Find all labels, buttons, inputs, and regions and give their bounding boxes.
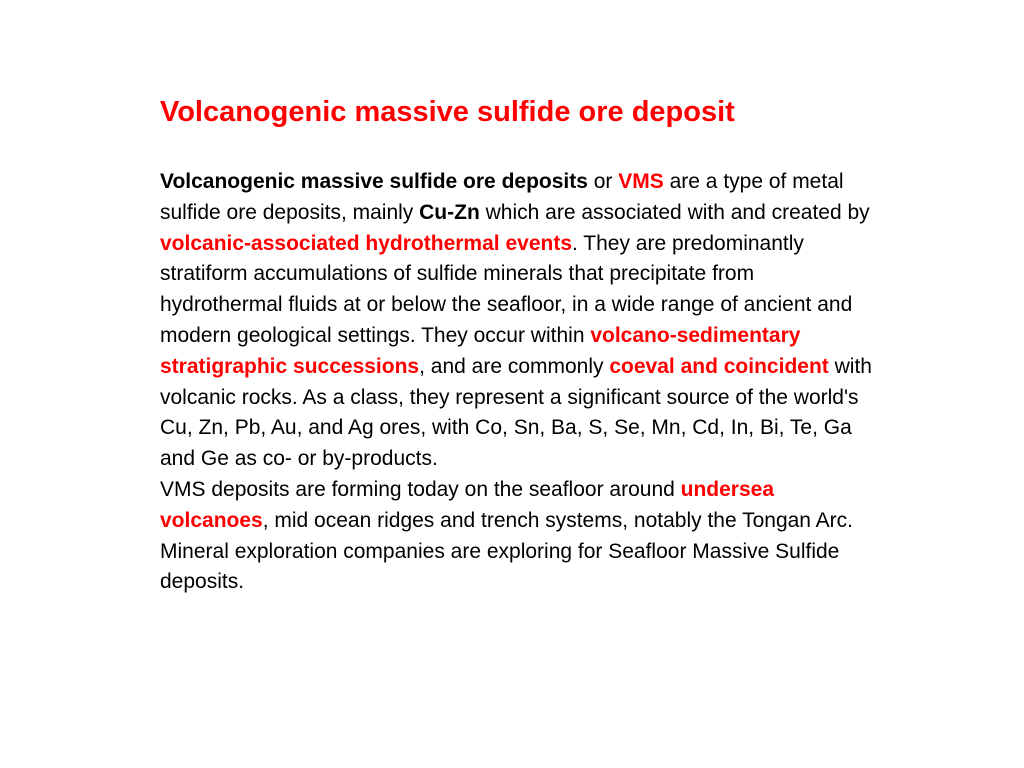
slide [160, 92, 880, 598]
text-segment: with volcanic rocks. As a class, they represent a significant source of the world's Cu, Zn, Pb, Au, and Ag ores, with Co, Sn, Ba, S, Se, Mn, Cd, In, Bi, Te, Ga and Ge as co- or by-products. [160, 354, 872, 471]
link-vms[interactable]: VMS [618, 170, 664, 193]
text-segment: . They are predominantly stratiform accumulations of sulfide minerals that precipitate from hydrothermal fluids at or below the seafloor, in a wide range of ancient and modern geological settings. They occur within [160, 231, 853, 347]
term-cu-zn: Cu-Zn [419, 200, 480, 224]
link-volcanic-associated-hydrothermal-events[interactable]: volcanic-associated hydrothermal events [160, 231, 572, 255]
text-segment: VMS deposits are forming today on the seafloor around [160, 477, 681, 501]
paragraph-definition [160, 167, 880, 475]
link-undersea-volcanoes[interactable]: undersea volcanoes [160, 477, 775, 532]
page-title: Volcanogenic massive sulfide ore deposit [160, 96, 735, 128]
link-volcano-sedimentary-successions[interactable]: volcano-sedimentary stratigraphic successions [160, 323, 801, 378]
body-text [160, 167, 880, 598]
term-vms-deposits: Volcanogenic massive sulfide ore deposits [160, 170, 588, 193]
text-segment: , mid ocean ridges and trench systems, notably the Tongan Arc. Mineral exploration companies are exploring for Seafloor Massive Sulfide deposits. [160, 508, 853, 594]
paragraph-modern-deposits [160, 475, 880, 598]
text-segment: or [587, 170, 619, 193]
text-segment: which are associated with and created by [479, 200, 870, 224]
link-coeval-and-coincident[interactable]: coeval and coincident [609, 354, 829, 378]
text-segment: , and are commonly [419, 354, 610, 378]
text-segment: are a type of metal sulfide ore deposits, mainly [160, 170, 844, 224]
